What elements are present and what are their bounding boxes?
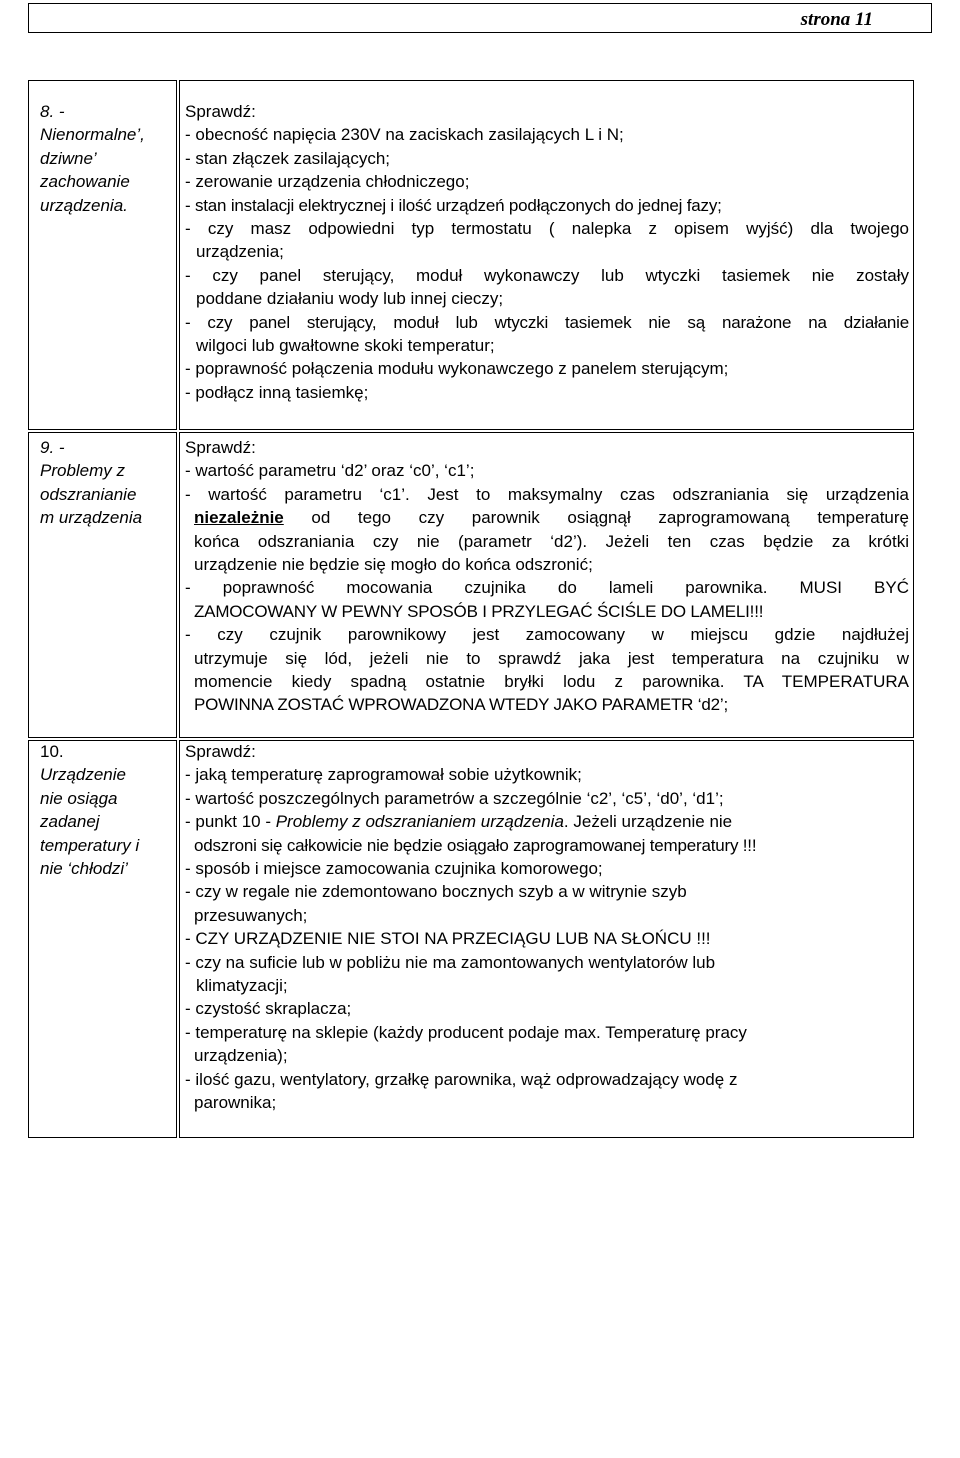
check-item: - czystość skraplacza; bbox=[185, 999, 352, 1019]
section-9-title-cell bbox=[28, 432, 177, 738]
check-item: - ilość gazu, wentylatory, grzałkę parownika, wąż odprowadzający wodę z bbox=[185, 1069, 738, 1089]
section-reference: Problemy z odszranianiem urządzenia bbox=[275, 812, 564, 832]
check-item: - poprawność połączenia modułu wykonawczego z panelem sterującym; bbox=[185, 359, 729, 379]
section-10-content-cell bbox=[179, 740, 914, 1138]
check-item: - temperaturę na sklepie (każdy producent podaje max. Temperaturę pracy bbox=[185, 1022, 747, 1042]
page-number: strona 11 bbox=[800, 9, 873, 30]
check-item-cont: ZAMOCOWANY W PEWNY SPOSÓB I PRZYLEGAĆ ŚCIŚLE DO LAMELI!!! bbox=[194, 601, 764, 621]
section-8 bbox=[28, 80, 914, 430]
check-item-cont: niezależnie od tego czy parownik osiągnął zaprogramowaną temperaturę bbox=[185, 506, 909, 529]
check-item: - zerowanie urządzenia chłodniczego; bbox=[185, 172, 470, 192]
section-10-title: 10. Urządzenie nie osiąga zadanej temperatury i nie ‘chłodzi’ bbox=[40, 742, 140, 879]
check-item-cont: poddane działaniu wody lub innej cieczy; bbox=[196, 289, 504, 309]
check-item-cont: końca odszraniania czy nie (parametr ‘d2’). Jeżeli ten czas będzie za krótki bbox=[194, 531, 909, 551]
check-item-cont: przesuwanych; bbox=[194, 905, 308, 925]
section-9 bbox=[28, 432, 914, 738]
check-item: - czy w regale nie zdemontowano bocznych szyb a w witrynie szyb bbox=[185, 882, 687, 902]
check-item: - obecność napięcia 230V na zaciskach zasilających L i N; bbox=[185, 125, 624, 145]
section-8-title: 8. - Nienormalne’, dziwne’ zachowanie urządzenia. bbox=[40, 102, 145, 215]
check-item: - czy panel sterujący, moduł lub wtyczki tasiemek nie są narażone na działanie bbox=[185, 312, 909, 332]
emphasis-independently: niezależnie bbox=[194, 508, 284, 528]
check-item: - wartość parametru ‘d2’ oraz ‘c0’, ‘c1’; bbox=[185, 461, 475, 481]
check-item-cont: wilgoci lub gwałtowne skoki temperatur; bbox=[196, 336, 495, 356]
check-item-cont: parownika; bbox=[194, 1093, 277, 1113]
section-9-content-cell bbox=[179, 432, 914, 738]
section-8-title-cell bbox=[28, 80, 177, 430]
check-item: - poprawność mocowania czujnika do lameli parownika. MUSI BYĆ bbox=[185, 578, 909, 598]
check-item: - punkt 10 - Problemy z odszranianiem urządzenia. Jeżeli urządzenie nie bbox=[185, 812, 733, 832]
section-9-title: 9. - Problemy z odszranianie m urządzenia bbox=[40, 438, 143, 528]
check-item-cont: utrzymuje się lód, jeżeli nie to sprawdź jaka jest temperatura na czujniku w bbox=[194, 648, 909, 668]
check-item-cont: momencie kiedy spadną ostatnie bryłki lodu z parownika. TA TEMPERATURA bbox=[194, 672, 909, 692]
check-item-cont: odszroni się całkowicie nie będzie osiągało zaprogramowanej temperatury !!! bbox=[194, 835, 757, 855]
section-10-content bbox=[185, 740, 909, 1115]
page-header bbox=[28, 3, 932, 33]
section-10-title-cell bbox=[28, 740, 177, 1138]
check-item: - czy masz odpowiedni typ termostatu ( nalepka z opisem wyjść) dla twojego bbox=[185, 219, 909, 239]
check-item-cont: urządzenie nie będzie się mogło do końca odszronić; bbox=[194, 555, 593, 575]
check-item: - czy panel sterujący, moduł wykonawczy lub wtyczki tasiemek nie zostały bbox=[185, 265, 909, 285]
section-9-content bbox=[185, 436, 909, 717]
check-item: - czy na suficie lub w pobliżu nie ma zamontowanych wentylatorów lub bbox=[185, 952, 716, 972]
check-heading: Sprawdź: bbox=[185, 438, 256, 457]
check-item: - sposób i miejsce zamocowania czujnika komorowego; bbox=[185, 859, 603, 879]
check-item: - stan instalacji elektrycznej i ilość urządzeń podłączonych do jednej fazy; bbox=[185, 195, 722, 215]
check-heading: Sprawdź: bbox=[185, 742, 256, 761]
check-heading: Sprawdź: bbox=[185, 102, 256, 121]
check-item: - podłącz inną tasiemkę; bbox=[185, 382, 369, 402]
check-item-cont: klimatyzacji; bbox=[196, 976, 288, 996]
section-10 bbox=[28, 740, 914, 1138]
check-item-cont: urządzenia; bbox=[196, 242, 284, 262]
section-8-content bbox=[185, 100, 909, 404]
check-item: - stan złączek zasilających; bbox=[185, 148, 391, 168]
check-item: - czy czujnik parownikowy jest zamocowany w miejscu gdzie najdłużej bbox=[185, 625, 909, 645]
check-item: - jaką temperaturę zaprogramował sobie użytkownik; bbox=[185, 765, 582, 785]
section-8-content-cell bbox=[179, 80, 914, 430]
check-item-cont: POWINNA ZOSTAĆ WPROWADZONA WTEDY JAKO PARAMETR ‘d2’; bbox=[194, 695, 728, 715]
check-item-cont: urządzenia); bbox=[194, 1046, 288, 1066]
check-item: - wartość parametru ‘c1’. Jest to maksymalny czas odszraniania się urządzenia bbox=[185, 484, 909, 504]
check-item: - wartość poszczególnych parametrów a szczególnie ‘c2’, ‘c5’, ‘d0’, ‘d1’; bbox=[185, 788, 724, 808]
check-item: - CZY URZĄDZENIE NIE STOI NA PRZECIĄGU LUB NA SŁOŃCU !!! bbox=[185, 929, 711, 949]
